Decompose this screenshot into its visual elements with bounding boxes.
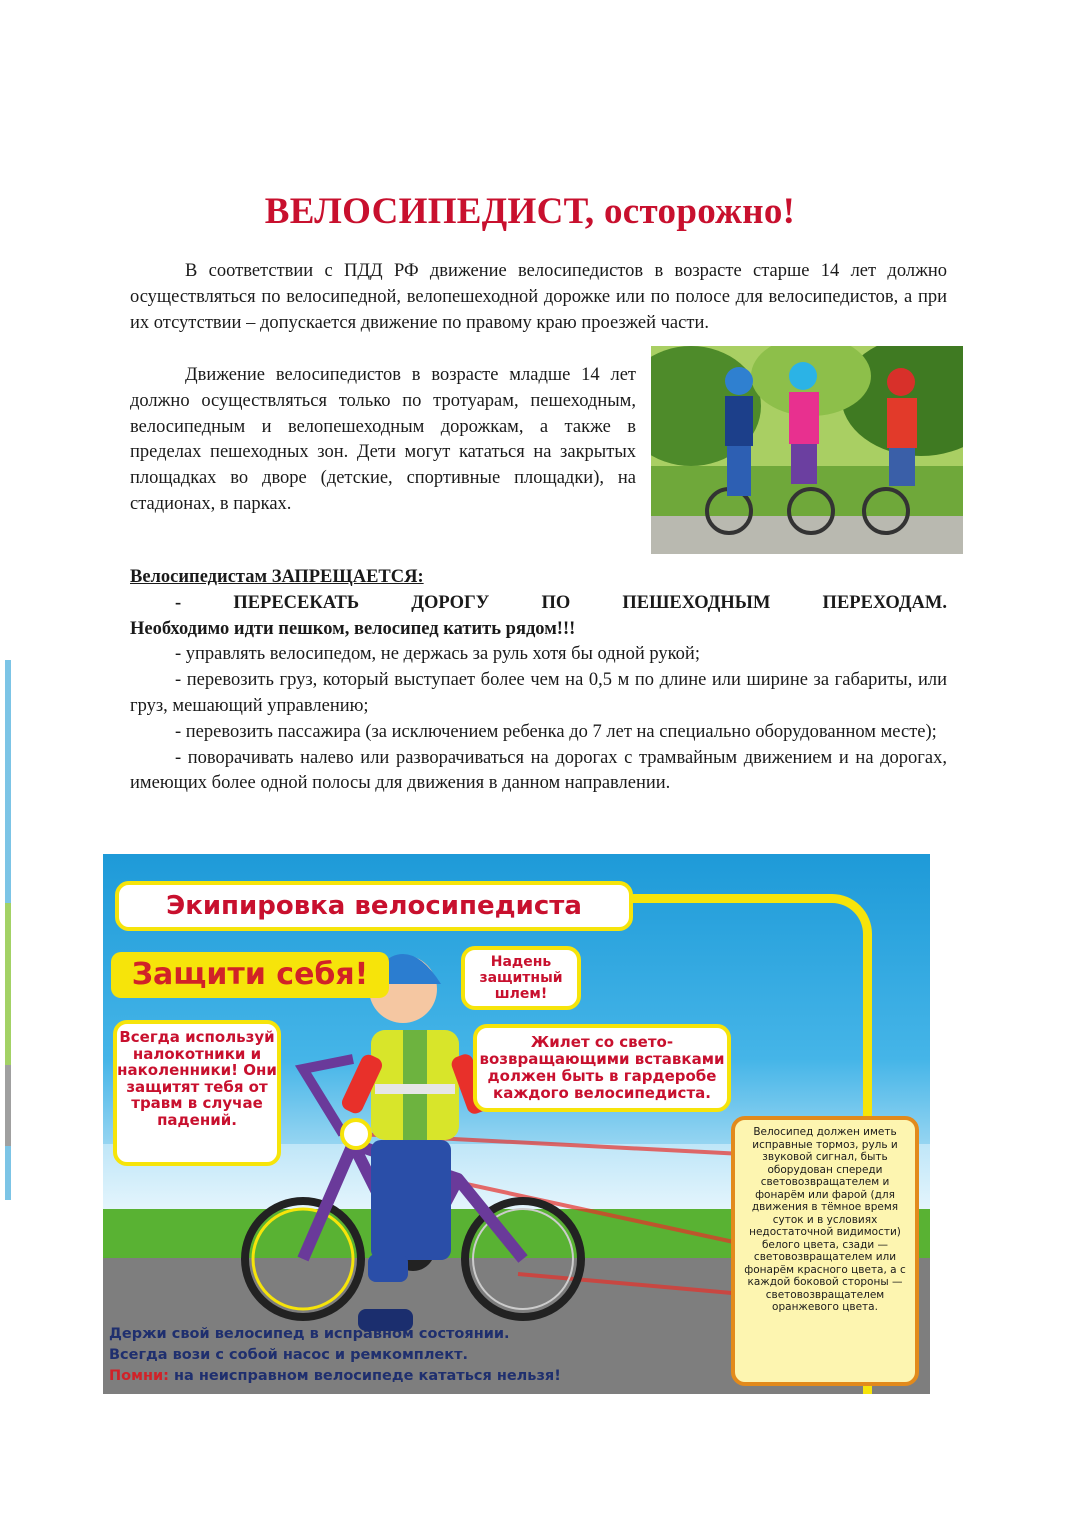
edge-decoration bbox=[5, 660, 11, 1200]
forbidden-item-left-turn: - поворачивать налево или разворачиваться на дорогах с трамвайным движением и на дорогах, имеющих более одной полосы для движения в данном направлении. bbox=[130, 747, 947, 794]
remember-text: на неисправном велосипеде кататься нельзя! bbox=[174, 1368, 561, 1384]
pads-callout: Всегда используй налокотники и наколенники! Они защитят тебя от травм в случае падений. bbox=[113, 1020, 281, 1166]
poster-protect-yourself: Защити себя! bbox=[111, 952, 389, 998]
remember-label: Помни: bbox=[109, 1368, 169, 1384]
children-with-bicycles-photo bbox=[651, 346, 963, 554]
forbidden-header: Велосипедистам ЗАПРЕЩАЕТСЯ: bbox=[130, 567, 424, 587]
forbidden-item-crossing: - ПЕРЕСЕКАТЬ ДОРОГУ ПО ПЕШЕХОДНЫМ ПЕРЕХОДАМ. bbox=[175, 592, 947, 613]
poster-bottom-line-3 bbox=[109, 1366, 709, 1387]
forbidden-list bbox=[130, 565, 947, 797]
poster-title: Экипировка велосипедиста bbox=[115, 881, 633, 931]
forbidden-item-handlebar: - управлять велосипедом, не держась за руль хотя бы одной рукой; bbox=[175, 644, 700, 665]
paragraph-age-over-14: В соответствии с ПДД РФ движение велосипедистов в возрасте старше 14 лет должно осуществляться по велосипедной, велопешеходной дорожке или по полосе для велосипедистов, а при их отсутствии – допускается движение по правому краю проезжей части. bbox=[130, 261, 947, 333]
forbidden-item-crossing-note: Необходимо идти пешком, велосипед катить рядом!!! bbox=[130, 618, 576, 639]
paragraph-age-under-14: Движение велосипедистов в возрасте младше 14 лет должно осуществляться только по тротуарам, пешеходным, велосипедным и велопешеходным дорожкам, а также в пределах пешеходных зон. Дети могут кататься на закрытых площадках во дворе (детские, спортивные площадки), на стадионах, в парках. bbox=[130, 365, 636, 514]
page-title: ВЕЛОСИПЕДИСТ, осторожно! bbox=[264, 191, 796, 232]
bike-requirements-callout: Велосипед должен иметь исправные тормоз, руль и звуковой сигнал, быть оборудован спереди световозвращателем и фонарём или фарой (для движения в тёмное время суток и в условиях недостаточной видимости) белого цвета, сзади — световозвращателем или фонарём красного цвета, а с каждой боковой стороны — световозвращателем оранжевого цвета. bbox=[731, 1116, 919, 1386]
cyclist-equipment-poster bbox=[103, 854, 930, 1394]
vest-callout: Жилет со свето-возвращающими вставками должен быть в гардеробе каждого велосипедиста. bbox=[473, 1024, 731, 1112]
helmet-callout: Надень защитный шлем! bbox=[461, 946, 581, 1010]
poster-bottom-text bbox=[109, 1324, 709, 1387]
poster-bottom-line-2: Всегда вози с собой насос и ремкомплект. bbox=[109, 1347, 469, 1363]
forbidden-item-passenger: - перевозить пассажира (за исключением ребенка до 7 лет на специально оборудованном месте); bbox=[175, 721, 937, 742]
forbidden-item-cargo: - перевозить груз, который выступает более чем на 0,5 м по длине или ширине за габариты, или груз, мешающий управлению; bbox=[130, 670, 947, 716]
poster-bottom-line-1: Держи свой велосипед в исправном состоянии. bbox=[109, 1326, 510, 1342]
